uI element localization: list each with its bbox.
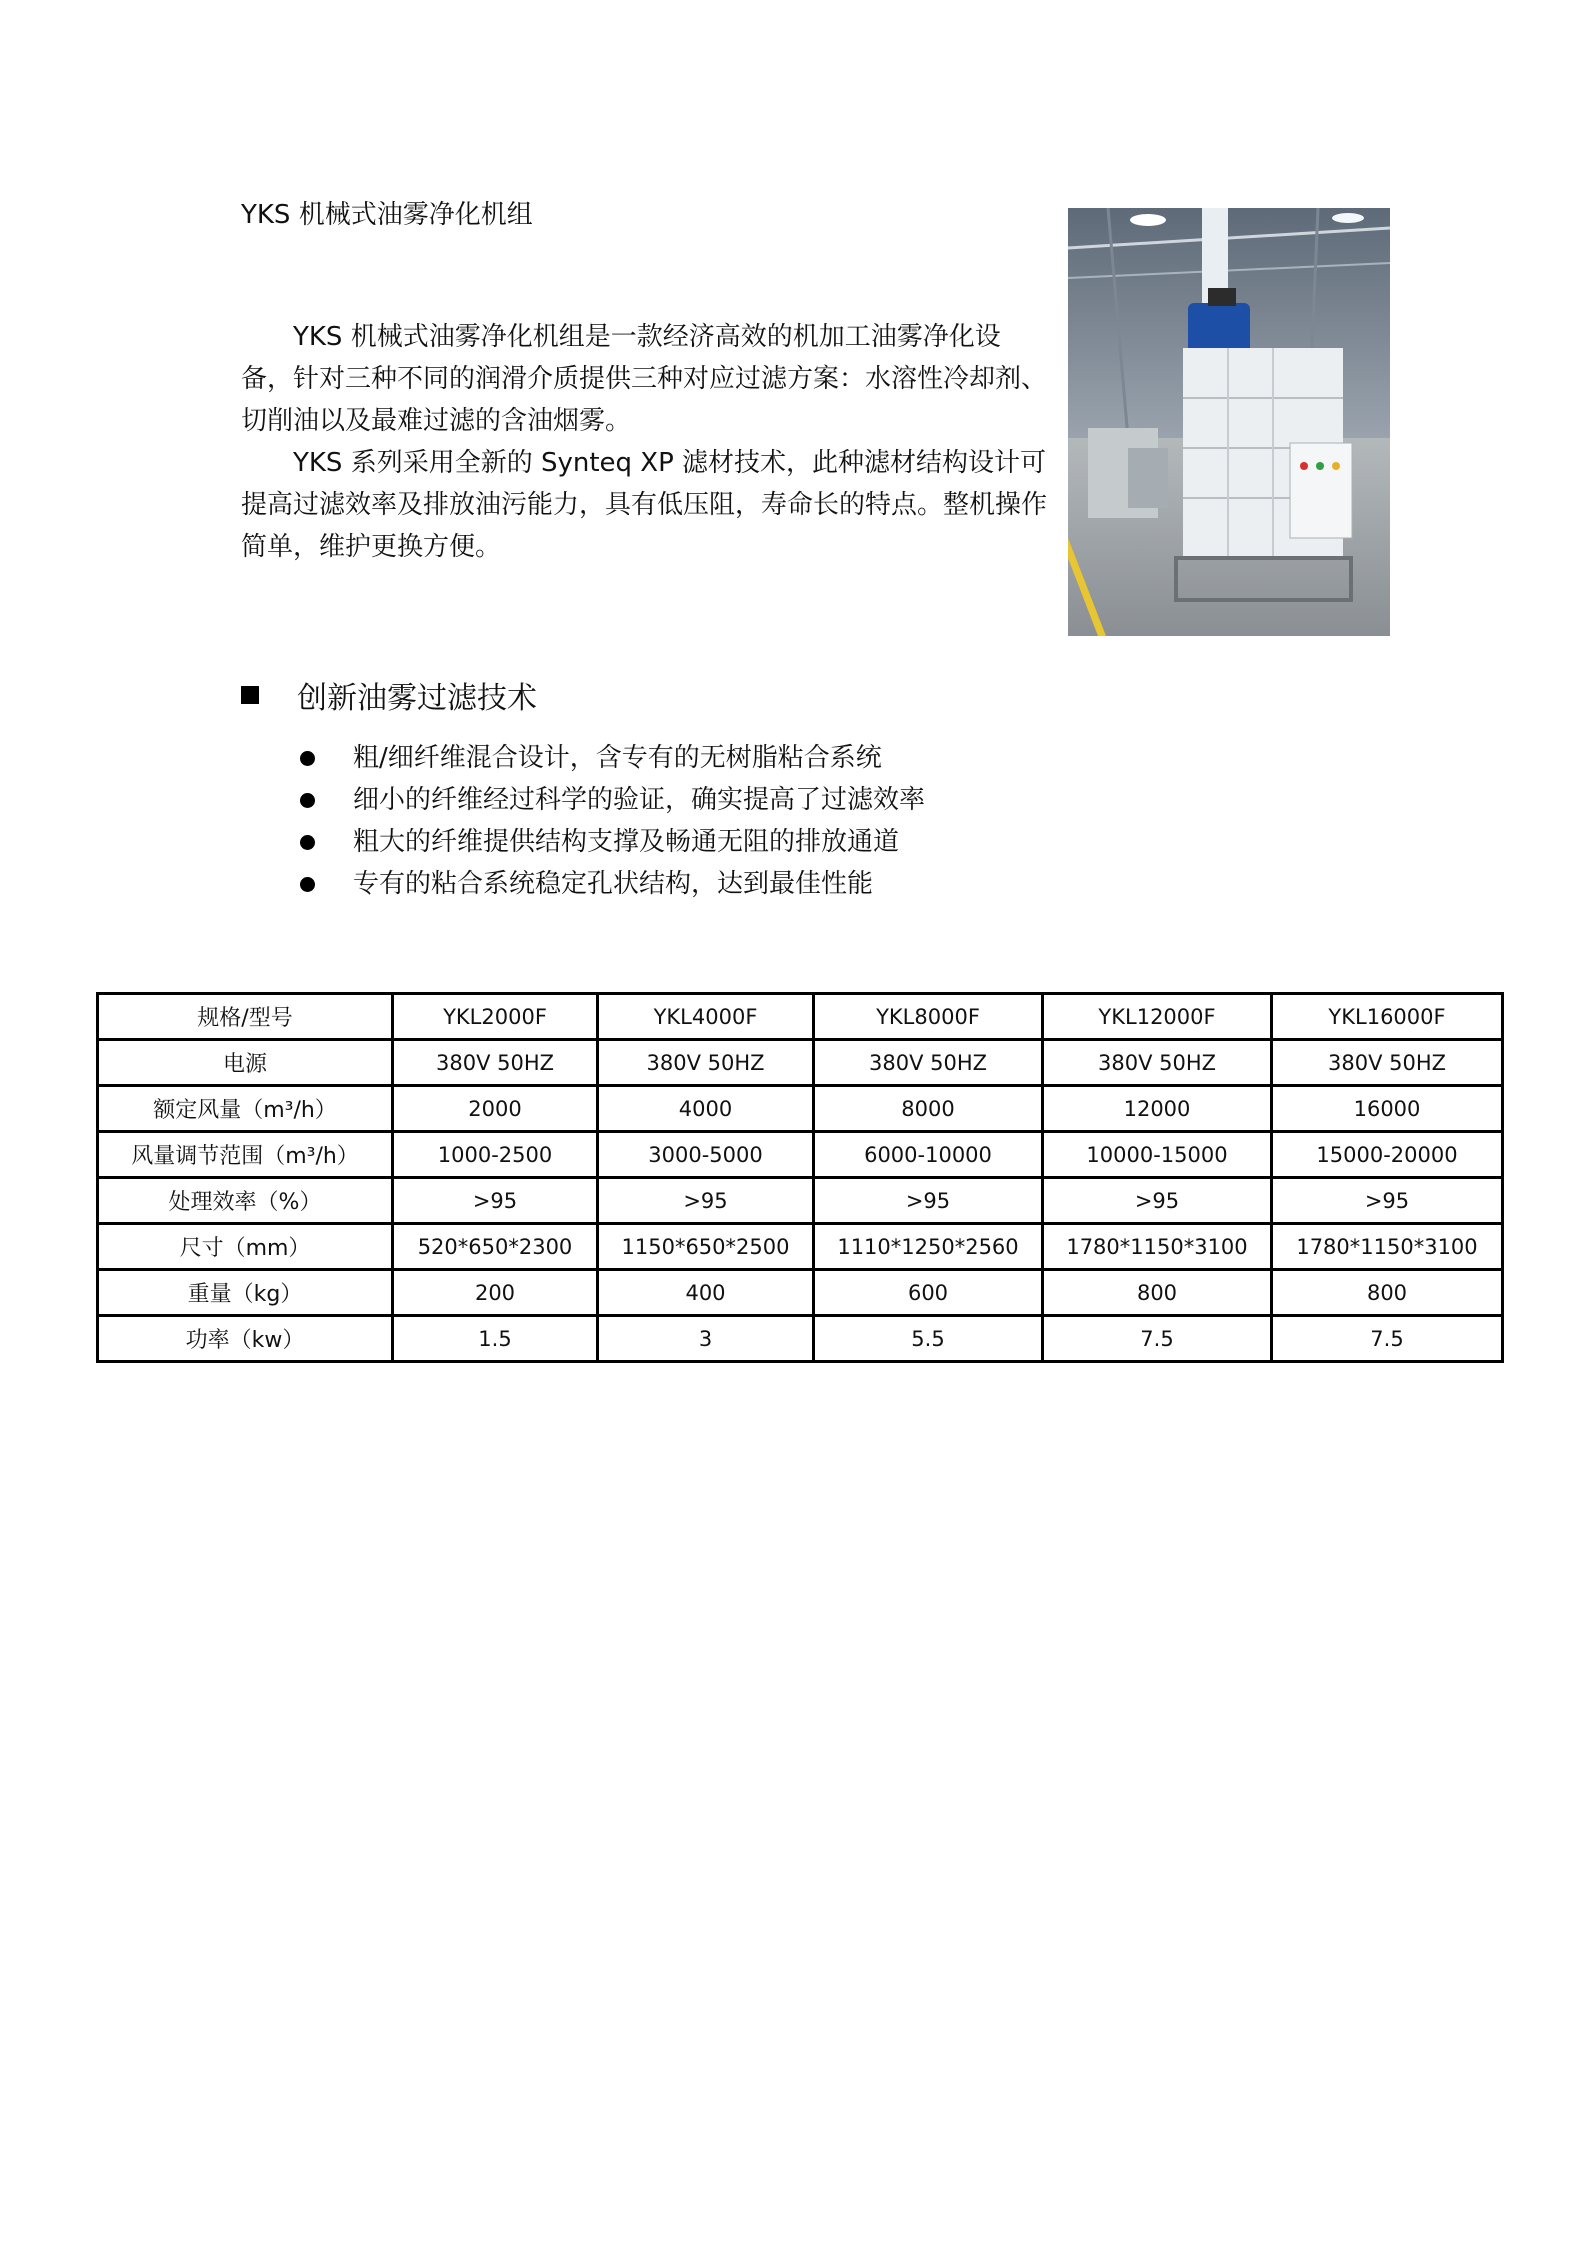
table-cell: 电源 [98,1040,393,1086]
table-cell: 6000-10000 [814,1132,1043,1178]
table-row [98,1270,1503,1316]
table-cell: >95 [598,1178,814,1224]
table-cell: >95 [1043,1178,1272,1224]
table-cell: YKL4000F [598,994,814,1040]
table-cell: 3 [598,1316,814,1362]
table-cell: 1110*1250*2560 [814,1224,1043,1270]
list-item-text: 专有的粘合系统稳定孔状结构，达到最佳性能 [353,869,874,899]
table-cell: 800 [1272,1270,1503,1316]
feature-list [300,737,925,905]
square-bullet-icon [241,686,259,704]
bullet-icon [300,835,315,850]
table-cell: 800 [1043,1270,1272,1316]
table-cell: 380V 50HZ [814,1040,1043,1086]
table-cell: 3000-5000 [598,1132,814,1178]
table-header-row [98,994,1503,1040]
page-title: YKS 机械式油雾净化机组 [241,200,533,230]
table-cell: 7.5 [1043,1316,1272,1362]
table-row [98,1040,1503,1086]
list-item [300,821,925,863]
list-item-text: 细小的纤维经过科学的验证，确实提高了过滤效率 [353,785,926,815]
bullet-icon [300,751,315,766]
table-cell: 1.5 [393,1316,598,1362]
table-row [98,1316,1503,1362]
table-cell: >95 [1272,1178,1503,1224]
table-cell: 8000 [814,1086,1043,1132]
table-cell: 尺寸（mm） [98,1224,393,1270]
table-row [98,1224,1503,1270]
table-cell: 1150*650*2500 [598,1224,814,1270]
table-cell: 380V 50HZ [1272,1040,1503,1086]
table-cell: 200 [393,1270,598,1316]
table-cell: 规格/型号 [98,994,393,1040]
table-cell: 12000 [1043,1086,1272,1132]
table-row [98,1132,1503,1178]
table-cell: 16000 [1272,1086,1503,1132]
table-cell: 5.5 [814,1316,1043,1362]
table-cell: 风量调节范围（m³/h） [98,1132,393,1178]
table-cell: YKL12000F [1043,994,1272,1040]
bullet-icon [300,877,315,892]
table-cell: 380V 50HZ [1043,1040,1272,1086]
table-cell: 1780*1150*3100 [1272,1224,1503,1270]
table-cell: 380V 50HZ [598,1040,814,1086]
table-row [98,1178,1503,1224]
table-cell: YKL2000F [393,994,598,1040]
table-cell: 400 [598,1270,814,1316]
table-cell: 10000-15000 [1043,1132,1272,1178]
spec-table [96,992,1504,1363]
table-cell: 处理效率（%） [98,1178,393,1224]
table-cell: 4000 [598,1086,814,1132]
intro-paragraph-1: YKS 机械式油雾净化机组是一款经济高效的机加工油雾净化设备，针对三种不同的润滑介质提供三种对应过滤方案：水溶性冷却剂、切削油以及最难过滤的含油烟雾。 [241,322,1048,436]
list-item [300,779,925,821]
table-cell: 15000-20000 [1272,1132,1503,1178]
list-item [300,737,925,779]
list-item-text: 粗大的纤维提供结构支撑及畅通无阻的排放通道 [353,827,900,857]
table-cell: 7.5 [1272,1316,1503,1362]
table-cell: 功率（kw） [98,1316,393,1362]
table-cell: 1000-2500 [393,1132,598,1178]
table-cell: 2000 [393,1086,598,1132]
bullet-icon [300,793,315,808]
list-item-text: 粗/细纤维混合设计，含专有的无树脂粘合系统 [353,743,882,773]
section-heading [241,673,537,717]
table-cell: YKL16000F [1272,994,1503,1040]
table-cell: >95 [393,1178,598,1224]
table-cell: >95 [814,1178,1043,1224]
section-heading-text: 创新油雾过滤技术 [297,681,537,716]
table-cell: 520*650*2300 [393,1224,598,1270]
intro-text [241,316,1047,568]
table-cell: 600 [814,1270,1043,1316]
table-cell: 重量（kg） [98,1270,393,1316]
product-photo [1068,208,1390,636]
table-cell: 1780*1150*3100 [1043,1224,1272,1270]
list-item [300,863,925,905]
intro-paragraph-2: YKS 系列采用全新的 Synteq XP 滤材技术，此种滤材结构设计可提高过滤效率及排放油污能力，具有低压阻，寿命长的特点。整机操作简单，维护更换方便。 [241,448,1048,562]
table-cell: 额定风量（m³/h） [98,1086,393,1132]
table-cell: YKL8000F [814,994,1043,1040]
product-photo-icon [1068,208,1390,636]
table-cell: 380V 50HZ [393,1040,598,1086]
table-row [98,1086,1503,1132]
